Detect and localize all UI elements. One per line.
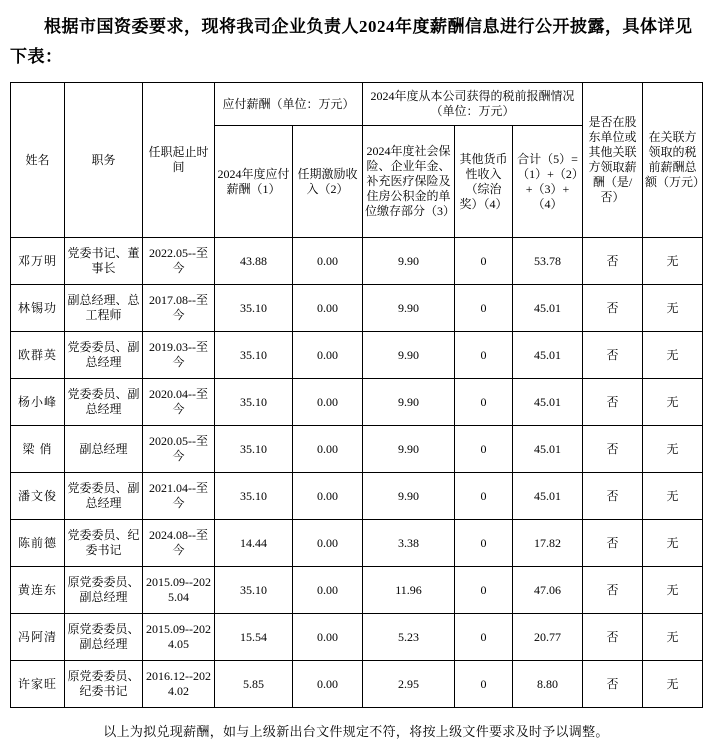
cell-tenure: 2022.05--至今 [143, 238, 215, 285]
cell-total: 45.01 [513, 379, 583, 426]
cell-other-monetary: 0 [455, 332, 513, 379]
cell-payable-2024: 14.44 [215, 520, 293, 567]
cell-payable-2024: 35.10 [215, 567, 293, 614]
cell-other-monetary: 0 [455, 567, 513, 614]
cell-other-monetary: 0 [455, 426, 513, 473]
cell-tenure: 2020.04--至今 [143, 379, 215, 426]
col-header-name: 姓名 [11, 83, 65, 238]
cell-shareholder: 否 [583, 379, 643, 426]
col-group-payable: 应付薪酬（单位：万元） [215, 83, 363, 126]
cell-incentive: 0.00 [293, 238, 363, 285]
col-header-total: 合计（5）=（1）+（2）+（3）+（4） [513, 126, 583, 238]
cell-total: 45.01 [513, 473, 583, 520]
table-row [11, 661, 703, 708]
cell-post: 副总经理 [65, 426, 143, 473]
intro-paragraph: 根据市国资委要求，现将我司企业负责人2024年度薪酬信息进行公开披露，具体详见下表： [10, 17, 693, 66]
footnote: 以上为拟兑现薪酬，如与上级新出台文件规定不符，将按上级文件要求及时予以调整。 [103, 724, 609, 739]
cell-tenure: 2024.08--至今 [143, 520, 215, 567]
cell-post: 党委委员、副总经理 [65, 379, 143, 426]
table-row [11, 332, 703, 379]
cell-total: 45.01 [513, 285, 583, 332]
cell-other-monetary: 0 [455, 473, 513, 520]
cell-tenure: 2019.03--至今 [143, 332, 215, 379]
col-header-social: 2024年度社会保险、企业年金、补充医疗保险及住房公积金的单位缴存部分（3） [363, 126, 455, 238]
cell-total: 45.01 [513, 426, 583, 473]
table-row [11, 238, 703, 285]
cell-incentive: 0.00 [293, 285, 363, 332]
cell-social: 5.23 [363, 614, 455, 661]
cell-other-monetary: 0 [455, 661, 513, 708]
cell-social: 9.90 [363, 332, 455, 379]
table-row [11, 379, 703, 426]
cell-social: 9.90 [363, 473, 455, 520]
table-row [11, 285, 703, 332]
cell-other-monetary: 0 [455, 238, 513, 285]
cell-payable-2024: 35.10 [215, 379, 293, 426]
cell-related-total: 无 [643, 332, 703, 379]
cell-tenure: 2020.05--至今 [143, 426, 215, 473]
cell-post: 党委委员、纪委书记 [65, 520, 143, 567]
cell-related-total: 无 [643, 426, 703, 473]
cell-related-total: 无 [643, 614, 703, 661]
cell-payable-2024: 15.54 [215, 614, 293, 661]
cell-related-total: 无 [643, 285, 703, 332]
cell-name: 邓万明 [11, 238, 65, 285]
cell-incentive: 0.00 [293, 379, 363, 426]
col-header-incentive: 任期激励收入（2） [293, 126, 363, 238]
cell-related-total: 无 [643, 238, 703, 285]
cell-related-total: 无 [643, 473, 703, 520]
col-header-payable-2024: 2024年度应付薪酬（1） [215, 126, 293, 238]
cell-social: 3.38 [363, 520, 455, 567]
cell-social: 2.95 [363, 661, 455, 708]
cell-social: 9.90 [363, 238, 455, 285]
table-row [11, 567, 703, 614]
cell-tenure: 2016.12--2024.02 [143, 661, 215, 708]
table-row [11, 473, 703, 520]
table-header [11, 83, 706, 238]
cell-name: 林锡功 [11, 285, 65, 332]
cell-name: 冯阿清 [11, 614, 65, 661]
cell-shareholder: 否 [583, 426, 643, 473]
cell-related-total: 无 [643, 520, 703, 567]
cell-name: 许家旺 [11, 661, 65, 708]
col-header-post: 职务 [65, 83, 143, 238]
cell-shareholder: 否 [583, 520, 643, 567]
cell-related-total: 无 [643, 567, 703, 614]
cell-tenure: 2017.08--至今 [143, 285, 215, 332]
cell-payable-2024: 43.88 [215, 238, 293, 285]
cell-name: 陈前德 [11, 520, 65, 567]
cell-total: 45.01 [513, 332, 583, 379]
table-row [11, 426, 703, 473]
cell-other-monetary: 0 [455, 285, 513, 332]
col-header-tenure: 任职起止时间 [143, 83, 215, 238]
cell-total: 17.82 [513, 520, 583, 567]
col-header-related-total: 在关联方领取的税前薪酬总额（万元） [643, 83, 703, 238]
cell-payable-2024: 35.10 [215, 473, 293, 520]
table-row [11, 520, 703, 567]
cell-other-monetary: 0 [455, 379, 513, 426]
cell-name: 欧群英 [11, 332, 65, 379]
cell-tenure: 2015.09--2024.05 [143, 614, 215, 661]
col-group-pretax: 2024年度从本公司获得的税前报酬情况（单位：万元） [363, 83, 583, 126]
cell-total: 47.06 [513, 567, 583, 614]
cell-tenure: 2015.09--2025.04 [143, 567, 215, 614]
cell-shareholder: 否 [583, 238, 643, 285]
cell-total: 8.80 [513, 661, 583, 708]
cell-related-total: 无 [643, 379, 703, 426]
cell-total: 20.77 [513, 614, 583, 661]
cell-shareholder: 否 [583, 661, 643, 708]
cell-other-monetary: 0 [455, 520, 513, 567]
cell-incentive: 0.00 [293, 332, 363, 379]
table-row [11, 614, 703, 661]
cell-incentive: 0.00 [293, 567, 363, 614]
cell-name: 杨小峰 [11, 379, 65, 426]
cell-social: 9.90 [363, 285, 455, 332]
cell-post: 原党委委员、副总经理 [65, 614, 143, 661]
cell-post: 党委委员、副总经理 [65, 473, 143, 520]
cell-post: 党委委员、副总经理 [65, 332, 143, 379]
cell-shareholder: 否 [583, 614, 643, 661]
cell-name: 潘文俊 [11, 473, 65, 520]
cell-post: 原党委委员、副总经理 [65, 567, 143, 614]
cell-name: 黄连东 [11, 567, 65, 614]
cell-payable-2024: 5.85 [215, 661, 293, 708]
cell-payable-2024: 35.10 [215, 332, 293, 379]
cell-incentive: 0.00 [293, 661, 363, 708]
cell-post: 党委书记、董事长 [65, 238, 143, 285]
cell-shareholder: 否 [583, 332, 643, 379]
cell-shareholder: 否 [583, 567, 643, 614]
cell-payable-2024: 35.10 [215, 285, 293, 332]
cell-related-total: 无 [643, 661, 703, 708]
cell-shareholder: 否 [583, 285, 643, 332]
col-header-shareholder: 是否在股东单位或其他关联方领取薪酬（是/否） [583, 83, 643, 238]
payroll-table [10, 82, 706, 708]
cell-shareholder: 否 [583, 473, 643, 520]
table-body [11, 238, 703, 708]
cell-name: 梁 俏 [11, 426, 65, 473]
cell-tenure: 2021.04--至今 [143, 473, 215, 520]
cell-post: 副总经理、总工程师 [65, 285, 143, 332]
cell-social: 9.90 [363, 426, 455, 473]
cell-incentive: 0.00 [293, 614, 363, 661]
cell-payable-2024: 35.10 [215, 426, 293, 473]
cell-total: 53.78 [513, 238, 583, 285]
cell-incentive: 0.00 [293, 520, 363, 567]
cell-other-monetary: 0 [455, 614, 513, 661]
cell-incentive: 0.00 [293, 426, 363, 473]
cell-incentive: 0.00 [293, 473, 363, 520]
col-header-other-monetary: 其他货币性收入（综治奖）（4） [455, 126, 513, 238]
cell-social: 11.96 [363, 567, 455, 614]
cell-post: 原党委委员、纪委书记 [65, 661, 143, 708]
cell-social: 9.90 [363, 379, 455, 426]
